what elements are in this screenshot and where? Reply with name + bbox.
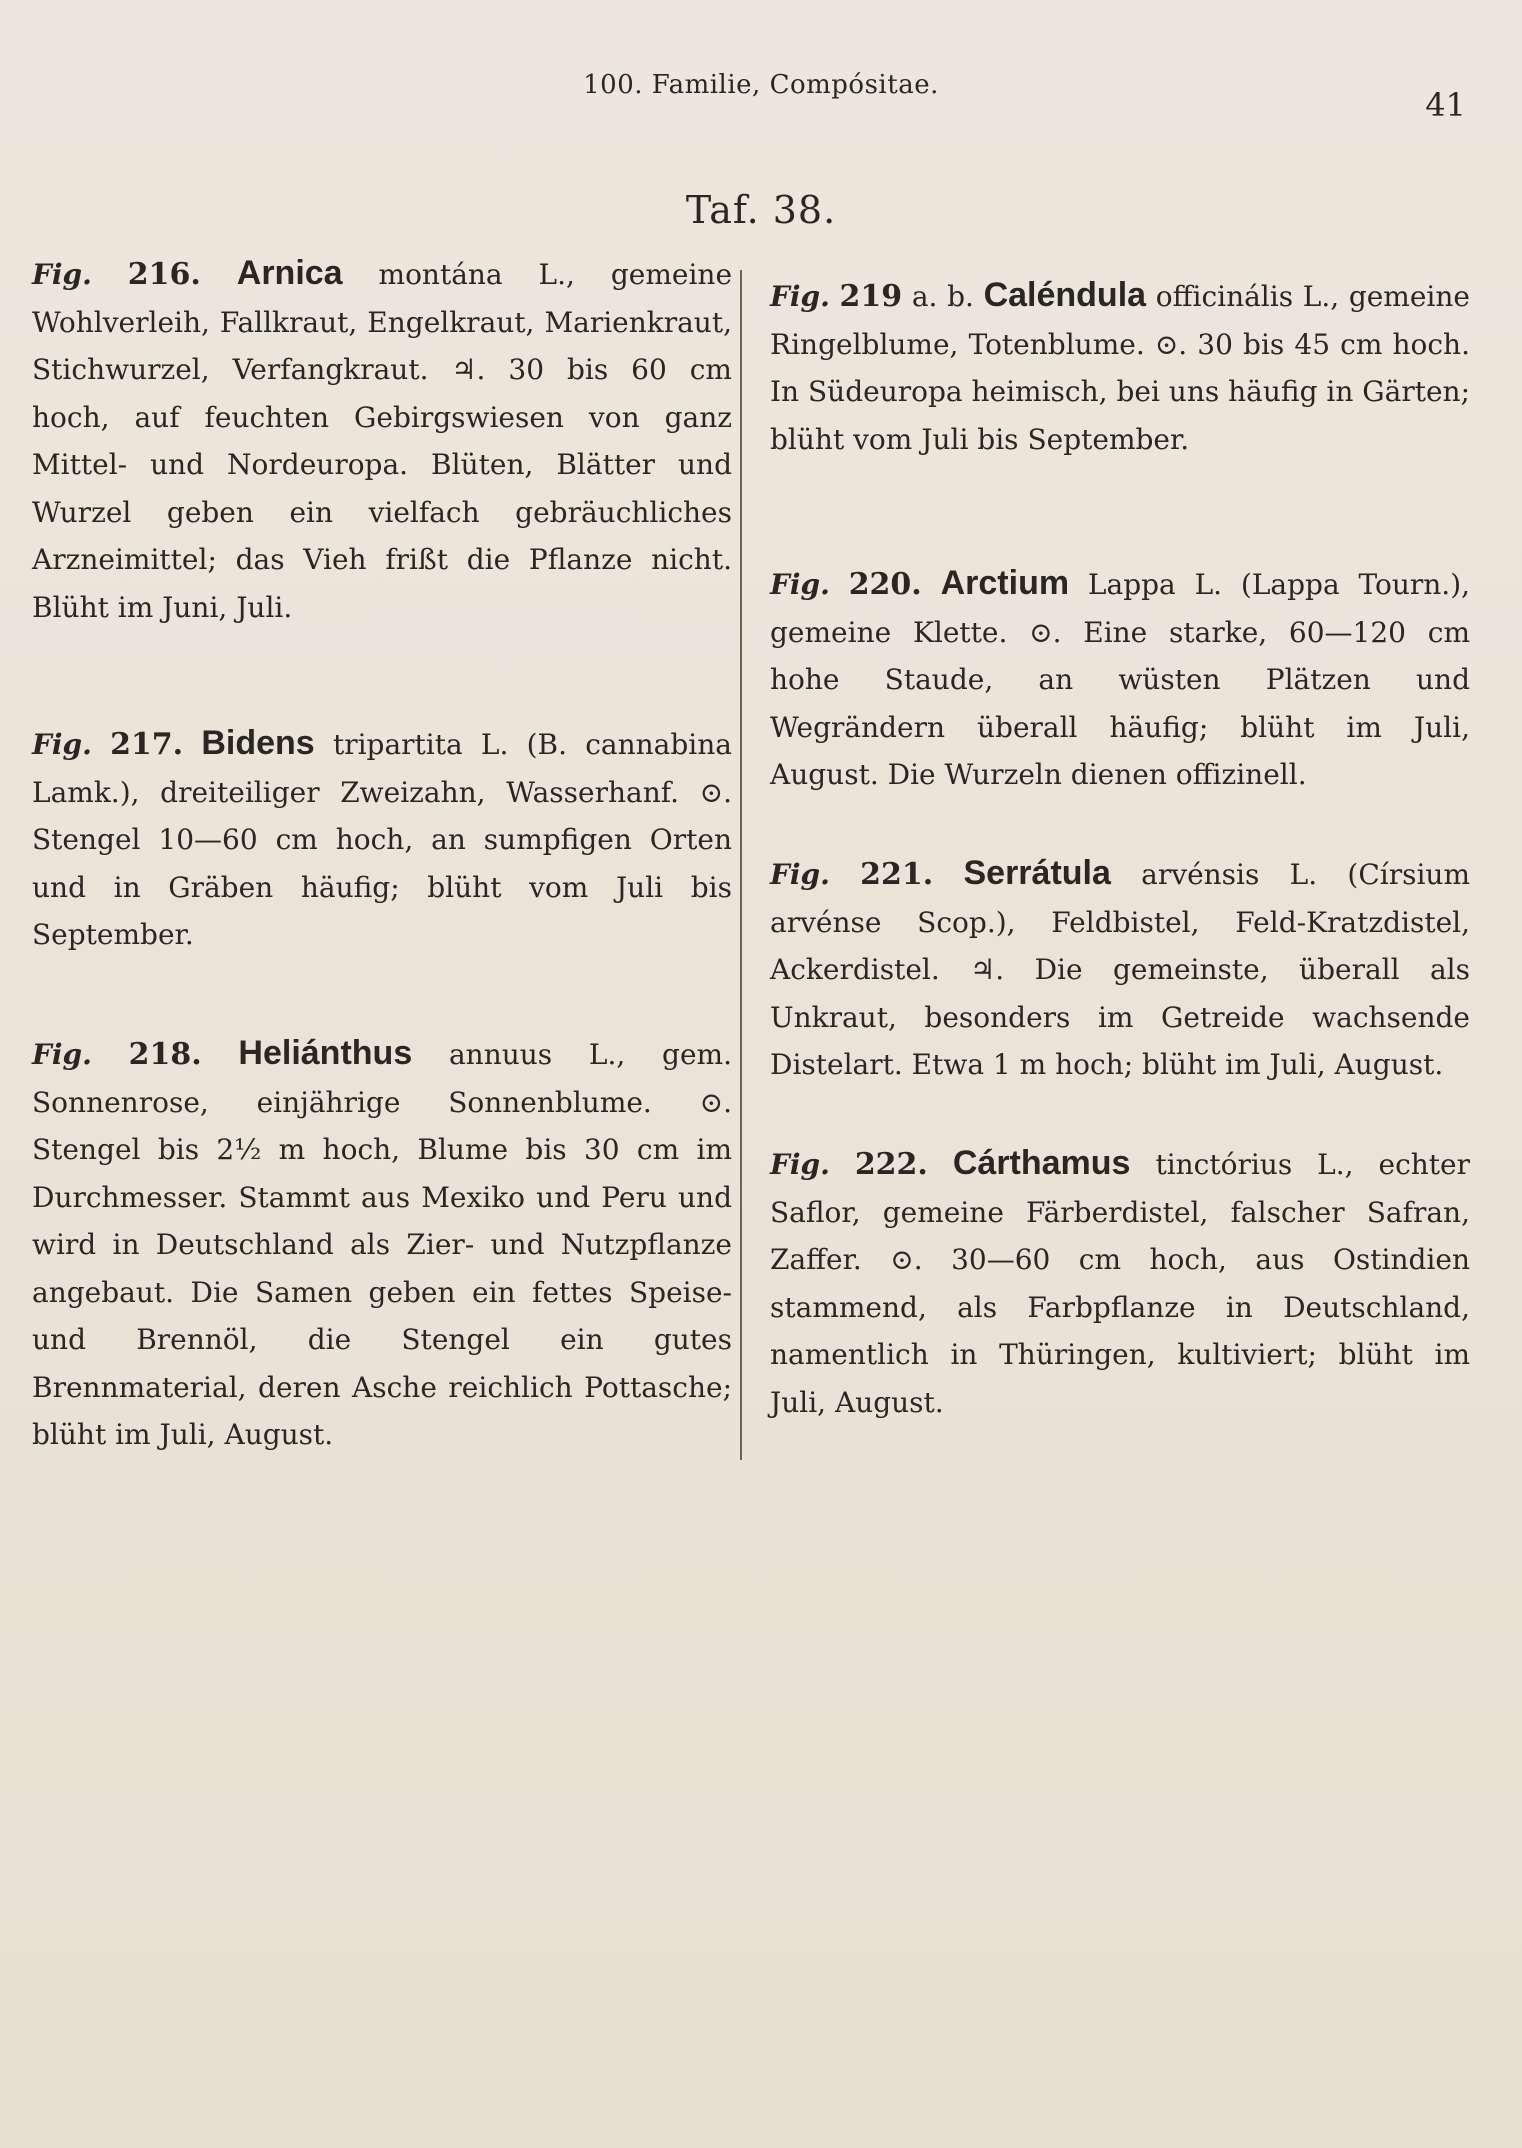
fig-label: Fig. <box>32 728 92 761</box>
entry-text: officinális L., gemeine Ringelblume, Totenblume. ⊙. 30 bis 45 cm hoch. In Südeuropa heimisch, bei uns häufig in Gärten; blüht vom Juli bis September. <box>770 280 1471 456</box>
genus-name: Arctium <box>940 564 1070 602</box>
fig-number: 219 <box>839 279 903 314</box>
genus-name: Serrátula <box>963 854 1111 892</box>
fig-label: Fig. <box>32 258 92 291</box>
fig-number: 216. <box>127 257 201 292</box>
fig-label: Fig. <box>770 568 830 601</box>
fig-label: Fig. <box>770 280 830 313</box>
entry-fig-216 <box>32 250 732 631</box>
plate-title: Taf. 38. <box>685 188 837 232</box>
genus-name: Bidens <box>201 724 315 762</box>
genus-name: Caléndula <box>983 276 1147 314</box>
entry-text: annuus L., gem. Sonnenrose, einjährige Sonnenblume. ⊙. Stengel bis 2½ m hoch, Blume bis 30 cm im Durchmesser. Stammt aus Mexiko und Peru und wird in Deutschland als Zier- und Nutzpflanze angebaut. Die Samen geben ein fettes Speise- und Brennöl, die Stengel ein gutes Brennmaterial, deren Asche reichlich Pottasche; blüht im Juli, August. <box>32 1038 733 1451</box>
entry-text: tripartita L. (B. cannabina Lamk.), dreiteiliger Zweizahn, Wasserhanf. ⊙. Stengel 10—60 cm hoch, an sumpfigen Orten und in Gräben häufig; blüht vom Juli bis September. <box>32 728 732 951</box>
genus-name: Cárthamus <box>952 1144 1131 1182</box>
entry-text: montána L., gemeine Wohlverleih, Fallkraut, Engelkraut, Marienkraut, Stichwurzel, Verfangkraut. ♃. 30 bis 60 cm hoch, auf feuchten Gebirgswiesen von ganz Mittel- und Nordeuropa. Blüten, Blätter und Wurzel geben ein vielfach gebräuchliches Arzneimittel; das Vieh frißt die Pflanze nicht. Blüht im Juni, Juli. <box>32 258 733 624</box>
page-number: 41 <box>1425 86 1466 124</box>
entry-fig-220 <box>770 560 1470 799</box>
fig-label: Fig. <box>32 1038 92 1071</box>
fig-number: 221. <box>860 857 934 892</box>
fig-number: 218. <box>128 1037 202 1072</box>
entry-text: Lappa L. (Lappa Tourn.), gemeine Klette. ⊙. Eine starke, 60—120 cm hohe Staude, an wüsten Plätzen und Wegrändern überall häufig; blüht im Juli, August. Die Wurzeln dienen offizinell. <box>770 568 1471 791</box>
entry-text: tinctórius L., echter Saflor, gemeine Färberdistel, falscher Safran, Zaffer. ⊙. 30—60 cm hoch, aus Ostindien stammend, als Farbpflanze in Deutschland, namentlich in Thüringen, kultiviert; blüht im Juli, August. <box>770 1148 1471 1419</box>
fig-number: 222. <box>854 1147 928 1182</box>
column-divider <box>740 270 742 1460</box>
fig-suffix: a. b. <box>911 280 974 313</box>
entry-fig-217 <box>32 720 732 959</box>
fig-label: Fig. <box>770 858 830 891</box>
running-head: 100. Familie, Compósitae. <box>583 70 939 100</box>
fig-number: 220. <box>848 567 922 602</box>
entry-fig-222 <box>770 1140 1470 1426</box>
genus-name: Heliánthus <box>238 1034 413 1072</box>
entry-fig-218 <box>32 1030 732 1459</box>
entry-text: arvénsis L. (Círsium arvénse Scop.), Feldbistel, Feld-Kratzdistel, Ackerdistel. ♃. Die gemeinste, überall als Unkraut, besonders im Getreide wachsende Distelart. Etwa 1 m hoch; blüht im Juli, August. <box>770 858 1470 1081</box>
entry-fig-219 <box>770 272 1470 463</box>
genus-name: Arnica <box>236 254 343 292</box>
entry-fig-221 <box>770 850 1470 1089</box>
fig-label: Fig. <box>770 1148 830 1181</box>
fig-number: 217. <box>110 727 184 762</box>
